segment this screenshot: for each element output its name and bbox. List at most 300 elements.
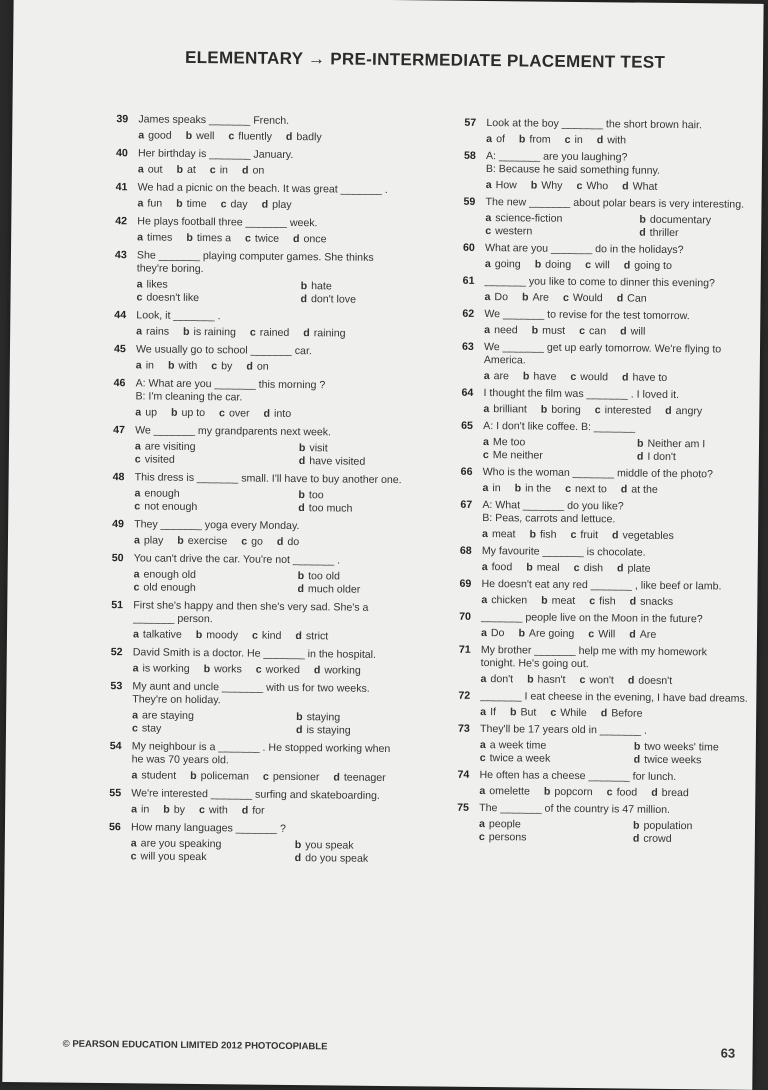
option-letter: c [255,663,262,676]
option-letter: c [482,448,489,462]
option-text: student [141,769,177,782]
question-text: A: What _______ do you like? [482,498,624,513]
option-letter: a [134,487,141,500]
answer-options [109,803,409,819]
answer-option[interactable] [241,535,263,548]
option-letter: d [632,832,640,845]
answer-option[interactable] [138,163,163,176]
answer-option[interactable] [135,406,157,419]
answer-option[interactable] [480,752,620,766]
answer-option[interactable] [136,359,154,372]
answer-option[interactable] [483,403,527,416]
answer-option[interactable] [541,595,575,608]
answer-option[interactable] [186,232,231,245]
answer-option[interactable] [570,529,598,542]
answer-option[interactable] [132,722,282,737]
answer-option[interactable] [639,227,768,241]
answer-option[interactable] [277,536,299,549]
question-item [458,644,748,689]
answer-option[interactable] [565,483,607,496]
option-text: too much [308,502,353,515]
answer-option[interactable] [544,786,593,800]
answer-option[interactable] [481,627,505,640]
option-letter: d [620,325,627,338]
option-text: visit [309,442,328,455]
answer-option[interactable] [480,673,513,686]
option-letter: c [579,324,586,338]
option-letter: b [294,839,302,852]
answer-option[interactable] [293,233,327,246]
option-letter: d [651,786,658,799]
answer-option[interactable] [177,535,227,549]
page-title: ELEMENTARY → PRE-INTERMEDIATE PLACEMENT TEST [184,47,666,72]
option-letter: b [530,179,538,192]
question-text-continued: They're on holiday. [132,693,221,707]
question-number: 66 [460,465,473,478]
option-letter: c [251,629,259,642]
questions-column-right [457,117,755,851]
option-text: science-fiction [495,212,563,225]
option-text: But [520,706,537,719]
option-text: Are [639,628,657,641]
answer-option[interactable] [484,324,518,337]
question-text: My brother _______ help me with my homework [480,643,708,659]
answer-option[interactable] [190,770,249,784]
answer-option[interactable] [482,561,513,574]
answer-option[interactable] [219,407,250,420]
answer-option[interactable] [617,292,647,305]
option-text: do [287,535,300,549]
option-text: works [214,663,242,676]
answer-option[interactable] [597,134,626,147]
answer-option[interactable] [634,754,768,768]
question-number: 49 [112,518,125,531]
answer-option[interactable] [484,291,508,304]
question-number: 74 [457,768,470,781]
question-text: We _______ get up early tomorrow. We're flying to [483,340,722,356]
question-item [114,249,415,307]
answer-option[interactable] [136,291,286,306]
option-text: kind [261,629,282,642]
answer-option[interactable] [479,831,619,845]
answer-option[interactable] [176,164,195,177]
answer-option[interactable] [589,595,616,608]
answer-option[interactable] [482,482,500,495]
answer-option[interactable] [651,787,689,800]
option-letter: a [484,290,491,304]
option-text: snacks [640,595,674,608]
answer-option[interactable] [295,630,328,643]
answer-option[interactable] [541,404,581,417]
answer-option[interactable] [296,724,446,739]
option-letter: a [133,534,140,547]
question-text-continued: B: I'm cleaning the car. [135,390,243,404]
answer-option[interactable] [624,259,672,273]
option-letter: c [570,528,577,541]
answer-option[interactable] [579,674,613,687]
answer-option[interactable] [211,360,232,373]
question-item [462,275,752,307]
option-text: exercise [187,534,228,548]
option-text: good [148,129,172,142]
option-letter: b [522,370,530,383]
answer-option[interactable] [479,785,530,799]
option-text: have visited [309,455,366,468]
answer-option[interactable] [515,482,552,495]
option-text: Do [494,291,509,304]
option-letter: d [297,583,305,596]
answer-option[interactable] [532,324,566,337]
option-letter: a [134,440,141,453]
option-text: popcorn [554,785,593,799]
option-letter: c [198,804,205,817]
answer-option[interactable] [245,232,279,245]
answer-option[interactable] [134,534,163,547]
option-letter: d [612,529,619,542]
option-letter: c [562,291,569,304]
option-letter: d [300,293,308,306]
answer-option[interactable] [186,130,215,143]
answer-option[interactable] [620,325,645,338]
option-text: with [178,359,198,372]
question-item [464,117,754,149]
answer-options [116,129,416,145]
answer-option[interactable] [629,629,656,642]
answer-option[interactable] [262,199,292,212]
answer-option[interactable] [630,596,674,609]
answer-options [111,568,411,597]
option-text: well [196,129,215,143]
option-text: at the [631,483,658,496]
option-text: do you speak [305,852,369,865]
option-letter: c [211,360,218,373]
answer-option[interactable] [246,361,268,374]
answer-option[interactable] [300,293,450,308]
option-letter: d [623,259,631,272]
question-number: 45 [113,343,126,356]
answer-options [114,359,414,375]
option-letter: a [135,406,142,419]
option-text: need [494,324,518,337]
answer-option[interactable] [138,129,172,142]
option-letter: b [163,803,170,816]
answer-option[interactable] [131,803,149,816]
option-text: in [145,359,155,372]
option-letter: c [262,770,269,783]
question-text: Her birthday is _______ January. [137,147,294,161]
option-text: population [643,819,693,833]
question-text: _______ people live on the Moon in the future? [481,610,703,626]
option-letter: d [241,164,249,177]
answer-option[interactable] [621,483,658,496]
option-text: will [630,325,646,338]
option-text: stay [141,722,162,735]
answer-option[interactable] [622,371,667,384]
question-text: I thought the film was _______ . I loved it. [483,386,680,402]
question-item [459,578,749,610]
option-letter: c [606,786,613,799]
answer-option[interactable] [574,562,603,575]
option-letter: c [219,407,226,420]
answer-option[interactable] [298,502,448,517]
answer-options [112,487,412,516]
question-text: A: I don't like coffee. B: _______ [483,419,636,434]
answer-option[interactable] [183,326,236,340]
answer-option[interactable] [133,628,182,642]
question-number: 71 [458,643,471,656]
question-text: He often has a cheese _______ for lunch. [479,768,677,784]
question-text: He plays football three _______ week. [137,215,318,230]
option-text: a week time [489,739,547,752]
answer-option[interactable] [486,179,517,192]
answer-option[interactable] [228,130,272,143]
answer-option[interactable] [131,769,176,782]
answer-option[interactable] [612,529,674,543]
option-text: up [145,406,158,419]
answer-option[interactable] [522,291,549,304]
answer-option[interactable] [480,706,496,719]
answer-option[interactable] [576,180,608,193]
option-letter: a [135,359,142,372]
answer-option[interactable] [333,771,385,785]
answer-option[interactable] [531,179,563,192]
option-text: fruit [580,529,599,542]
question-item [459,611,749,643]
option-letter: c [479,751,486,765]
option-letter: d [616,562,624,575]
answer-option[interactable] [256,664,300,677]
option-letter: b [296,711,303,724]
answer-option[interactable] [314,664,361,677]
answer-option[interactable] [510,706,537,719]
option-letter: d [295,630,302,643]
answer-option[interactable] [595,404,652,418]
option-text: badly [296,131,322,144]
option-text: in the [525,482,552,495]
option-letter: c [485,225,492,238]
option-letter: a [481,560,488,574]
answer-option[interactable] [617,562,651,575]
answer-option[interactable] [299,455,449,470]
answer-option[interactable] [585,259,610,272]
option-text: moody [206,629,239,642]
option-letter: b [514,482,522,495]
answer-option[interactable] [136,325,169,338]
option-letter: c [576,179,583,193]
answer-option[interactable] [484,370,509,383]
answer-option[interactable] [135,453,285,468]
option-text: Why [541,179,563,192]
option-text: food [491,561,513,574]
answer-options [114,278,414,307]
answer-options [460,482,750,498]
answer-option[interactable] [519,133,551,146]
option-text: Who [586,180,609,193]
question-number: 65 [461,419,474,432]
option-letter: d [294,852,302,865]
answer-option[interactable] [264,408,292,421]
answer-option[interactable] [242,804,265,817]
answer-option[interactable] [607,786,638,799]
question-number: 43 [114,249,127,262]
answer-option[interactable] [137,231,172,244]
answer-option[interactable] [637,451,768,465]
answer-option[interactable] [486,133,505,146]
answer-option[interactable] [526,561,560,574]
question-number: 56 [108,821,121,834]
answer-option[interactable] [601,707,643,720]
answer-option[interactable] [535,259,572,272]
option-letter: d [639,226,646,239]
answer-option[interactable] [134,500,284,515]
answer-option[interactable] [204,663,242,676]
answer-option[interactable] [133,581,283,596]
option-text: once [303,233,327,246]
option-text: by [221,360,233,373]
answer-option[interactable] [163,804,185,817]
option-text: brilliant [493,403,527,416]
answer-option[interactable] [481,594,527,607]
question-number: 51 [111,599,124,612]
option-text: vegetables [622,529,674,542]
option-letter: a [484,257,491,271]
answer-option[interactable] [565,134,583,147]
question-number: 75 [457,801,470,814]
question-number: 42 [115,215,128,228]
option-letter: b [190,769,197,783]
question-number: 50 [111,552,124,565]
option-text: Before [611,707,643,720]
option-letter: d [333,771,340,784]
option-letter: b [298,489,306,502]
answer-options [109,837,409,866]
option-text: hasn't [537,673,566,686]
question-number: 55 [109,787,122,800]
answer-options [458,673,748,689]
answer-option[interactable] [563,292,603,305]
answer-option[interactable] [221,198,248,211]
option-letter: b [518,133,526,146]
option-letter: a [131,769,138,782]
answer-option[interactable] [518,627,574,641]
option-letter: c [228,130,235,143]
answer-option[interactable] [286,131,322,144]
answer-option[interactable] [250,327,289,340]
answer-option[interactable] [529,528,556,541]
answer-option[interactable] [133,662,190,676]
option-text: If [490,706,497,719]
option-letter: b [639,213,646,226]
question-item [464,150,754,195]
option-text: enough [144,487,180,500]
answer-option[interactable] [665,405,702,418]
option-letter: a [479,784,486,798]
answer-option[interactable] [210,164,228,177]
option-letter: a [482,527,489,541]
option-text: strict [305,630,329,643]
answer-options [462,291,752,307]
question-text: A: What are you _______ this morning ? [135,377,326,392]
option-letter: a [136,278,143,291]
answer-option[interactable] [527,673,566,686]
answer-option[interactable] [171,407,205,420]
option-letter: b [298,442,306,455]
answer-option[interactable] [485,225,625,239]
option-letter: b [636,437,644,450]
question-text: He doesn't eat any red _______ , like beef or lamb. [481,577,722,593]
option-letter: c [220,198,227,211]
option-letter: c [478,830,485,844]
option-text: rained [259,326,290,339]
answer-options [459,594,749,610]
answer-option[interactable] [295,852,445,867]
answer-option[interactable] [570,371,608,384]
question-number: 72 [458,689,471,702]
answer-option[interactable] [579,325,606,338]
option-letter: a [132,662,139,675]
answer-option[interactable] [633,833,768,847]
question-number: 39 [116,113,129,126]
question-item [460,466,750,498]
answer-option[interactable] [523,370,557,383]
answer-option[interactable] [485,258,521,271]
option-text: rains [146,325,170,338]
answer-option[interactable] [263,771,320,785]
answer-option[interactable] [196,629,238,642]
answer-option[interactable] [622,180,657,193]
option-text: play [143,534,164,547]
answer-option[interactable] [482,528,516,541]
answer-option[interactable] [176,198,207,211]
answer-option[interactable] [252,630,281,643]
answer-option[interactable] [242,164,264,177]
option-letter: b [531,324,539,337]
option-text: will [594,259,610,272]
answer-option[interactable] [199,804,228,817]
answer-option[interactable] [483,449,623,463]
option-letter: c [585,259,592,272]
answer-option[interactable] [137,197,162,210]
question-text: We _______ to revise for the test tomorrow. [484,307,690,323]
answer-option[interactable] [131,850,281,865]
option-text: at [186,163,196,176]
answer-option[interactable] [550,707,587,720]
answer-options [458,706,748,722]
option-text: plate [627,562,651,575]
option-letter: a [133,568,140,581]
answer-option[interactable] [588,628,615,641]
option-text: doing [545,258,572,271]
answer-option[interactable] [628,675,672,688]
option-text: twice a week [489,752,551,765]
option-letter: b [529,528,537,541]
answer-option[interactable] [297,583,447,598]
option-text: pensioner [272,770,320,784]
option-text: in [141,803,150,816]
question-text: Look, it _______ . [136,309,221,323]
option-letter: a [137,197,144,210]
question-item [110,680,411,738]
option-letter: d [241,804,249,817]
question-text: A: _______ are you laughing? [485,150,628,164]
option-letter: d [276,535,284,548]
answer-option[interactable] [168,360,197,373]
option-text: omelette [489,785,530,798]
answer-option[interactable] [303,327,345,340]
option-letter: b [527,673,534,686]
question-text-continued: they're boring. [136,262,204,276]
question-number: 48 [112,471,125,484]
